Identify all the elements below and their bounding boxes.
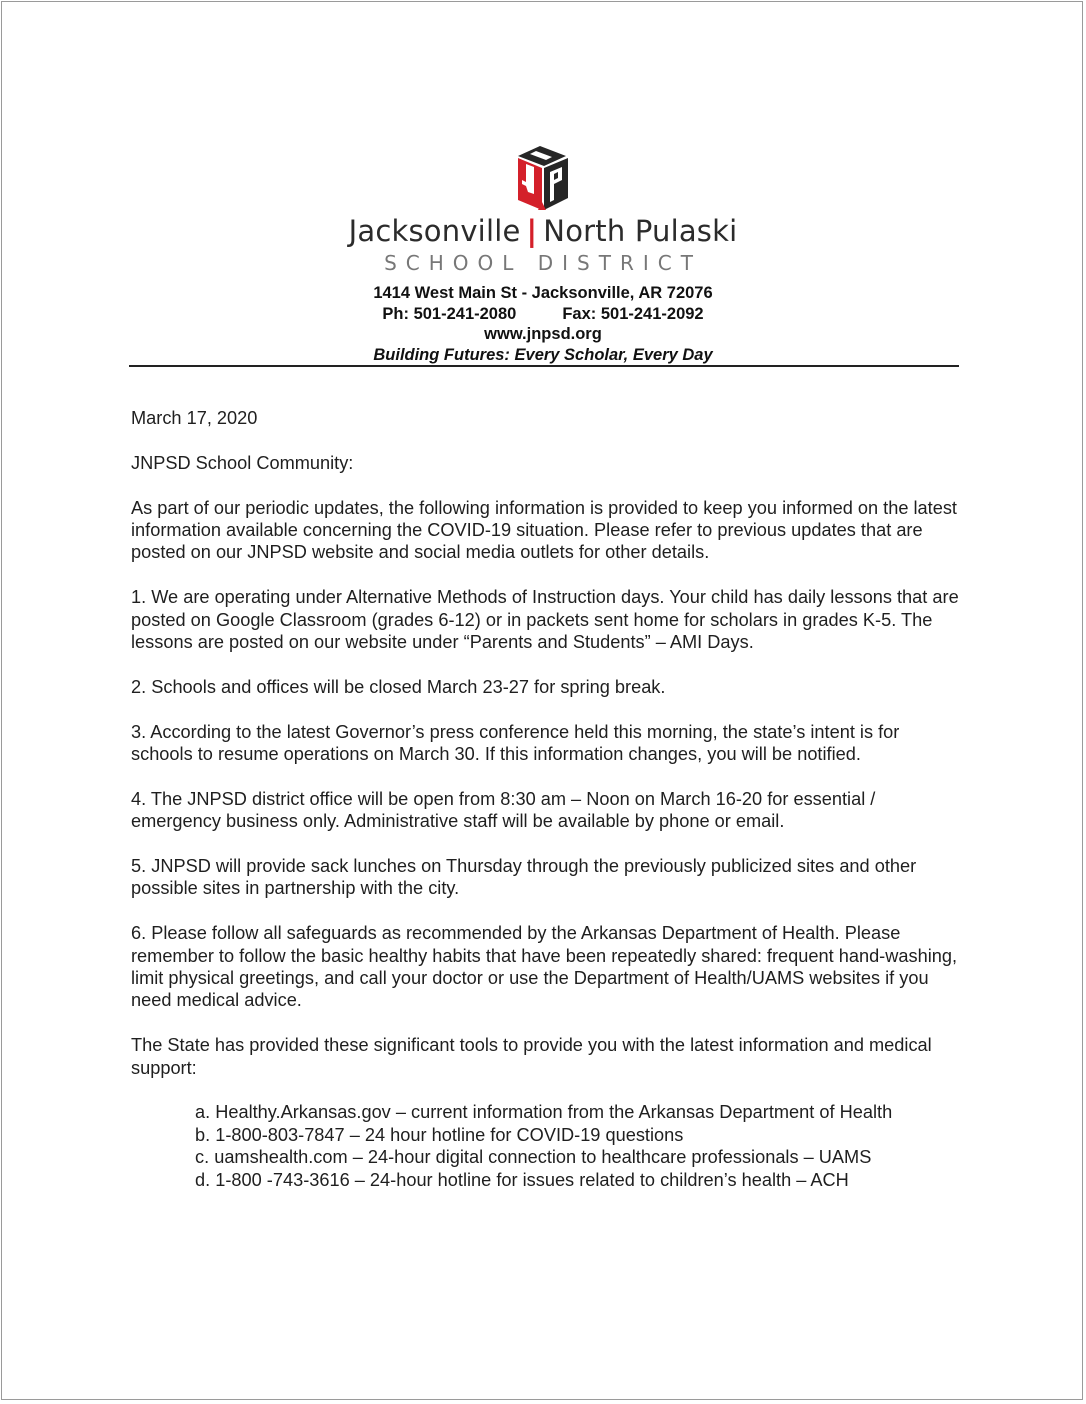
tool-item-c: c. uamshealth.com – 24-hour digital connection to healthcare professionals – UAMS — [195, 1147, 872, 1168]
letter-body — [131, 407, 961, 1191]
letter-intro: As part of our periodic updates, the following information is provided to keep you informed on the latest information available concerning the COVID-19 situation. Please refer to previous updates that are posted on our JNPSD website and social media outlets for other details. — [131, 497, 957, 563]
header-divider — [129, 365, 959, 367]
phone-number: Ph: 501-241-2080 — [382, 304, 517, 323]
district-subtitle: SCHOOL DISTRICT — [384, 251, 702, 275]
update-item-1: 1. We are operating under Alternative Methods of Instruction days. Your child has daily lessons that are posted on Google Classroom (grades 6-12) or in packets sent home for scholars in grades K-5. The lessons are posted on our website under “Parents and Students” – AMI Days. — [131, 587, 959, 653]
district-name-left: Jacksonville — [348, 214, 521, 248]
district-tagline: Building Futures: Every Scholar, Every Day — [373, 345, 713, 364]
address-line: 1414 West Main St - Jacksonville, AR 72076 — [373, 284, 713, 302]
website-link[interactable]: www.jnpsd.org — [484, 325, 602, 343]
fax-number: Fax: 501-241-2092 — [562, 304, 704, 323]
contact-block — [2, 283, 1084, 365]
update-item-2: 2. Schools and offices will be closed March 23-27 for spring break. — [131, 676, 666, 697]
state-tools-list — [131, 1101, 961, 1191]
brand-divider: | — [526, 214, 538, 248]
update-item-6: 6. Please follow all safeguards as recommended by the Arkansas Department of Health. Please remember to follow the basic healthy habits that have been repeatedly shared: frequent hand-washing, limit physical greetings, and call your doctor or use the Department of Health/UAMS websites if you need medical advice. — [131, 923, 958, 1011]
district-logo — [2, 142, 1084, 220]
letter-salutation: JNPSD School Community: — [131, 452, 354, 473]
update-item-4: 4. The JNPSD district office will be open from 8:30 am – Noon on March 16-20 for essential / emergency business only. Administrative staff will be available by phone or email. — [131, 788, 876, 832]
letter-page — [1, 1, 1083, 1400]
tool-item-d: d. 1-800 -743-3616 – 24-hour hotline for issues related to children’s health – ACH — [195, 1169, 849, 1190]
update-item-5: 5. JNPSD will provide sack lunches on Thursday through the previously publicized sites and other possible sites in partnership with the city. — [131, 856, 917, 899]
tool-item-a: a. Healthy.Arkansas.gov – current information from the Arkansas Department of Health — [195, 1102, 893, 1123]
update-item-3: 3. According to the latest Governor’s press conference held this morning, the state’s intent is for schools to resume operations on March 30. If this information changes, you will be notified. — [131, 721, 900, 765]
tools-intro: The State has provided these significant tools to provide you with the latest information and medical support: — [131, 1035, 932, 1078]
phone-fax-line — [2, 304, 1084, 325]
letter-date: March 17, 2020 — [131, 408, 258, 428]
tool-item-b: b. 1-800-803-7847 – 24 hour hotline for COVID-19 questions — [195, 1124, 684, 1145]
district-name — [2, 214, 1084, 248]
district-name-right: North Pulaski — [543, 214, 738, 248]
jnp-cube-logo-icon — [508, 142, 578, 220]
